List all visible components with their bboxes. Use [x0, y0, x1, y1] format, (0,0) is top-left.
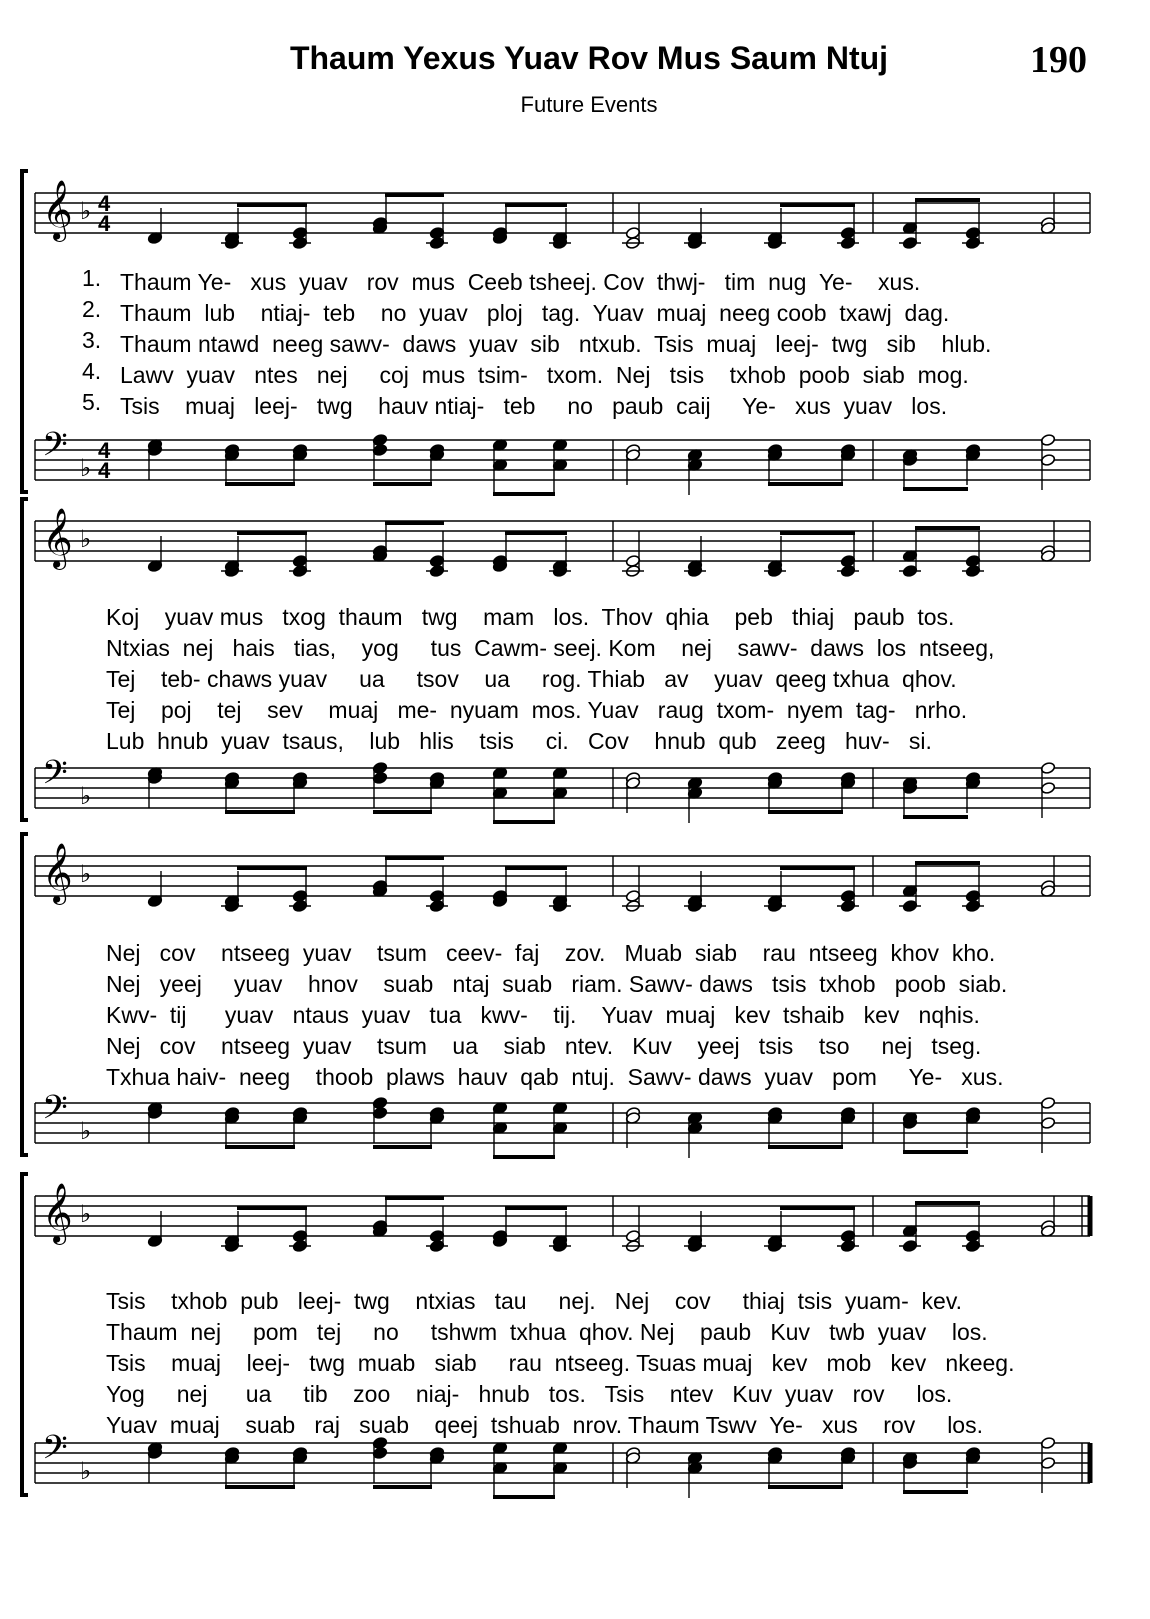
time-signature-top: 4: [98, 438, 111, 463]
lyric-line: [70, 1288, 1130, 1316]
hymn-category: Future Events: [520, 92, 658, 117]
beam: [373, 1485, 432, 1489]
lyric-text: Tsis txhob pub leej- twg ntxias tau nej. Nej cov thiaj tsis yuam- kev.: [106, 1288, 963, 1314]
verse-number: 1.: [82, 265, 102, 291]
bass-clef: 𝄢: [42, 1089, 68, 1135]
lyric-text: Yuav muaj suab raj suab qeej tshuab nrov. Thaum Tswv Ye- xus rov los.: [106, 1412, 983, 1438]
beam: [768, 1485, 843, 1489]
lyric-text: Txhua haiv- neeg thoob plaws hauv qab ntuj. Sawv- daws yuav pom Ye- xus.: [106, 1064, 1004, 1090]
lyric-text: Nej yeej yuav hnov suab ntaj suab riam. Sawv- daws tsis txhob poob siab.: [106, 971, 1008, 997]
beam: [237, 1206, 307, 1210]
time-signature-bottom: 4: [98, 211, 111, 236]
lyric-line: [70, 1350, 1130, 1378]
lyric-text: Yog nej ua tib zoo niaj- hnub tos. Tsis ntev Kuv yuav rov los.: [106, 1381, 953, 1407]
beam: [505, 1206, 567, 1210]
treble-clef: 𝄞: [42, 508, 73, 568]
flat-key-signature: ♭: [80, 454, 92, 482]
system-bracket: [22, 1174, 28, 1495]
bass-clef: 𝄢: [42, 754, 68, 800]
lyric-text: Tej teb- chaws yuav ua tsov ua rog. Thiab av yuav qeeg txhua qhov.: [106, 666, 957, 692]
beam: [225, 1485, 295, 1489]
flat-key-signature: ♭: [80, 860, 92, 888]
bass-clef: 𝄢: [42, 1429, 68, 1475]
flat-key-signature: ♭: [80, 1457, 92, 1485]
treble-staff: [35, 1183, 1090, 1253]
treble-clef: 𝄞: [42, 1183, 73, 1243]
verse-number: 2.: [82, 296, 102, 322]
lyric-text: Kwv- tij yuav ntaus yuav tua kwv- tij. Yuav muaj kev tshaib kev nqhis.: [106, 1002, 980, 1028]
lyric-text: Lub hnub yuav tsaus, lub hlis tsis ci. Cov hnub qub zeeg huv- si.: [106, 728, 932, 754]
hymn-number: 190: [1030, 39, 1087, 81]
lyric-line: [70, 1319, 1130, 1347]
lyric-text: Ntxias nej hais tias, yog tus Cawm- seej. Kom nej sawv- daws los ntseeg,: [106, 635, 995, 661]
lyric-text: Koj yuav mus txog thaum twg mam los. Thov qhia peb thiaj paub tos.: [106, 604, 955, 630]
lyric-text: Thaum Ye- xus yuav rov mus Ceeb tsheej. Cov thwj- tim nug Ye- xus.: [120, 269, 921, 295]
beam: [780, 1206, 855, 1210]
lyric-text: Thaum ntawd neeg sawv- daws yuav sib ntxub. Tsis muaj leej- twg sib hlub.: [120, 331, 992, 357]
beam: [903, 1490, 968, 1494]
time-signature-bottom: 4: [98, 458, 111, 483]
flat-key-signature: ♭: [80, 197, 92, 225]
lyric-text: Thaum nej pom tej no tshwm txhua qhov. Nej paub Kuv twb yuav los.: [106, 1319, 988, 1345]
flat-key-signature: ♭: [80, 1200, 92, 1228]
lyric-text: Tsis muaj leej- twg muab siab rau ntseeg. Tsuas muaj kev mob kev nkeeg.: [106, 1350, 1015, 1376]
lyric-text: Tej poj tej sev muaj me- nyuam mos. Yuav raug txom- nyem tag- nrho.: [106, 697, 968, 723]
time-signature-top: 4: [98, 191, 111, 216]
treble-clef: 𝄞: [42, 843, 73, 903]
hymn-title: Thaum Yexus Yuav Rov Mus Saum Ntuj: [289, 40, 889, 76]
beam: [915, 1201, 980, 1205]
lyric-line: [70, 1412, 1130, 1440]
treble-clef: 𝄞: [42, 180, 73, 240]
lyric-text: Nej cov ntseeg yuav tsum ceev- faj zov. Muab siab rau ntseeg khov kho.: [106, 940, 996, 966]
bass-clef: 𝄢: [42, 426, 68, 472]
lyric-text: Thaum lub ntiaj- teb no yuav ploj tag. Yuav muaj neeg coob txawj dag.: [120, 300, 950, 326]
flat-key-signature: ♭: [80, 782, 92, 810]
flat-key-signature: ♭: [80, 525, 92, 553]
lyric-text: Tsis muaj leej- twg hauv ntiaj- teb no paub caij Ye- xus yuav los.: [120, 393, 948, 419]
beam: [385, 1196, 444, 1200]
verse-number: 3.: [82, 327, 102, 353]
beam: [493, 1495, 555, 1499]
lyric-text: Lawv yuav ntes nej coj mus tsim- txom. Nej tsis txhob poob siab mog.: [120, 362, 969, 388]
lyric-line: [70, 1381, 1130, 1409]
verse-number: 4.: [82, 358, 102, 384]
verse-number: 5.: [82, 389, 102, 415]
lyric-text: Nej cov ntseeg yuav tsum ua siab ntev. Kuv yeej tsis tso nej tseg.: [106, 1033, 982, 1059]
flat-key-signature: ♭: [80, 1117, 92, 1145]
